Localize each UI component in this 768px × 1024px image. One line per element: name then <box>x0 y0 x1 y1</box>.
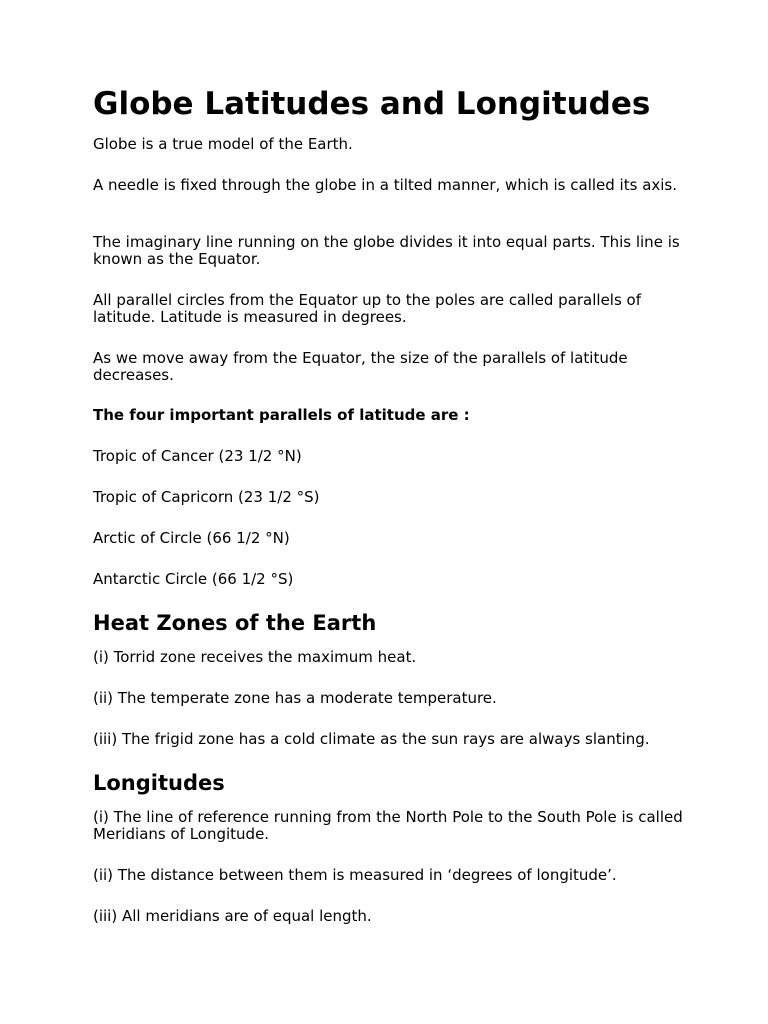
parallel-item: Arctic of Circle (66 1/2 °N) <box>93 529 290 547</box>
heat-zone-item: (i) Torrid zone receives the maximum heat. <box>93 648 417 666</box>
longitude-item: (i) The line of reference running from the North Pole to the South Pole is called Meridians of Longitude. <box>93 808 683 843</box>
parallels-heading: The four important parallels of latitude are : <box>93 406 470 424</box>
parallel-item: Tropic of Cancer (23 1/2 °N) <box>93 447 302 465</box>
heat-zone-item: (ii) The temperate zone has a moderate temperature. <box>93 689 497 707</box>
heat-zone-item: (iii) The frigid zone has a cold climate as the sun rays are always slanting. <box>93 730 650 748</box>
intro-paragraph-equator: The imaginary line running on the globe divides it into equal parts. This line is known as the Equator. <box>93 233 680 268</box>
page-title: Globe Latitudes and Longitudes <box>93 86 651 122</box>
heat-zones-heading: Heat Zones of the Earth <box>93 611 377 635</box>
longitudes-heading: Longitudes <box>93 771 225 795</box>
longitude-item: (iii) All meridians are of equal length. <box>93 907 372 925</box>
intro-paragraph-latitude: All parallel circles from the Equator up to the poles are called parallels of latitude. Latitude is measured in degrees. <box>93 291 642 326</box>
parallel-item: Tropic of Capricorn (23 1/2 °S) <box>93 488 320 506</box>
intro-paragraph-globe: Globe is a true model of the Earth. <box>93 135 353 153</box>
longitude-item: (ii) The distance between them is measured in ‘degrees of longitude’. <box>93 866 617 884</box>
parallel-item: Antarctic Circle (66 1/2 °S) <box>93 570 294 588</box>
intro-paragraph-parallels-size: As we move away from the Equator, the size of the parallels of latitude decreases. <box>93 349 628 384</box>
intro-paragraph-axis: A needle is fixed through the globe in a tilted manner, which is called its axis. <box>93 176 678 194</box>
